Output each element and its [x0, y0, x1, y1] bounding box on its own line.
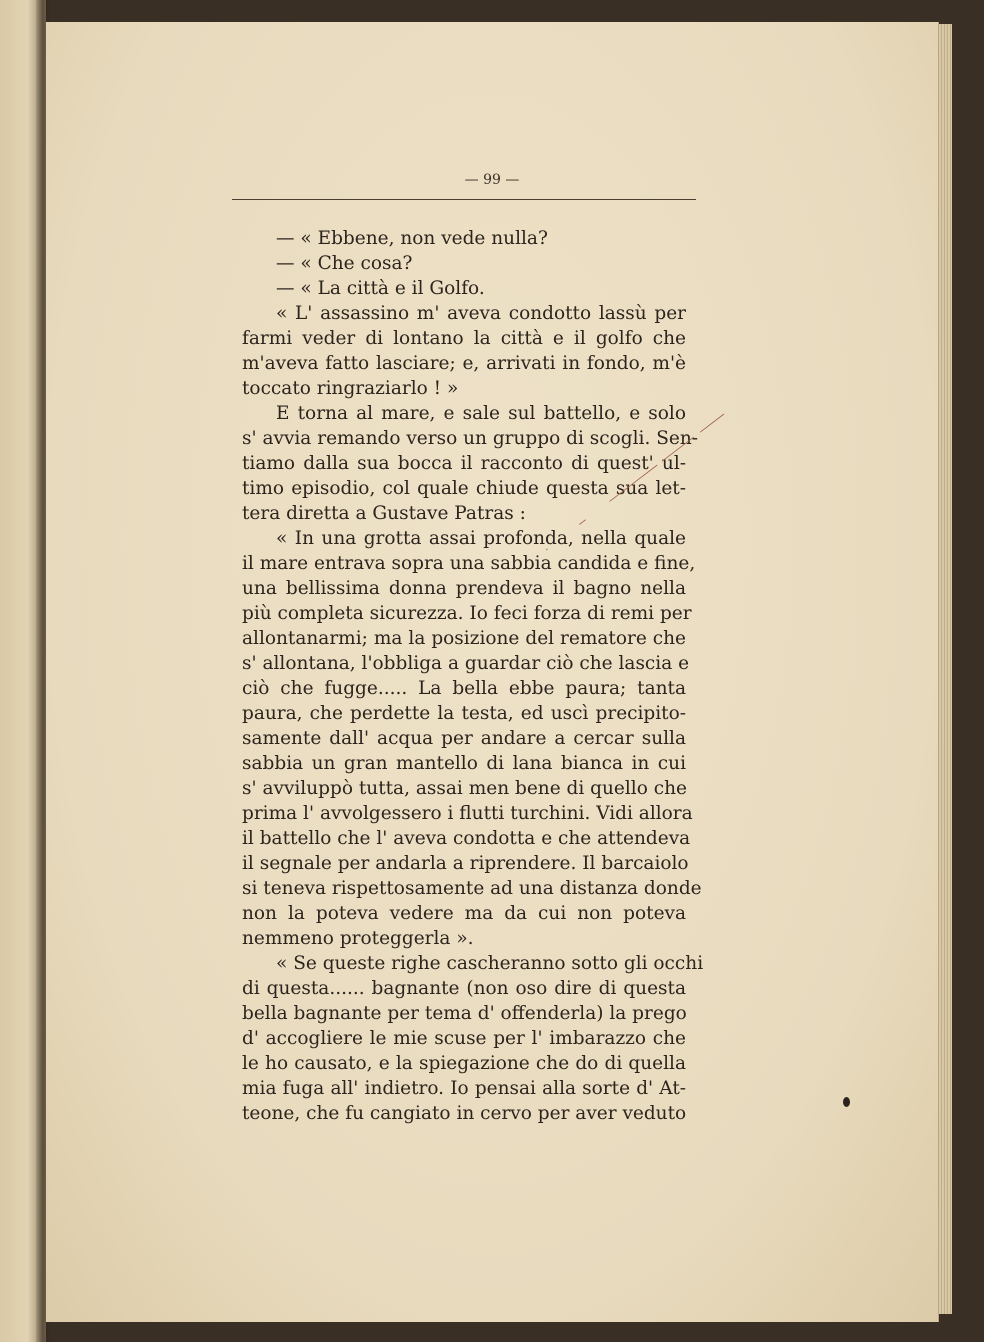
- text-line: si teneva rispettosamente ad una distanza donde: [242, 878, 702, 899]
- pencil-mark: [526, 412, 726, 552]
- text-line: il mare entrava sopra una sabbia candida e fine,: [242, 553, 696, 574]
- text-line: il segnale per andarla a riprendere. Il barcaiolo: [242, 853, 689, 874]
- text-line: paura, che perdette la testa, ed uscì precipito-: [242, 703, 686, 724]
- text-line: una bellissima donna prendeva il bagno nella: [242, 578, 686, 599]
- text-line: « L' assassino m' aveva condotto lassù per: [276, 303, 686, 324]
- book-page: [46, 22, 939, 1322]
- text-line: s' avviluppò tutta, assai men bene di quello che: [242, 778, 687, 799]
- text-line: farmi veder di lontano la città e il golfo che: [242, 328, 686, 349]
- header-rule: [232, 199, 696, 200]
- text-line: s' avvia remando verso un gruppo di scogli. Sen-: [242, 428, 698, 449]
- text-line: E torna al mare, e sale sul battello, e solo: [276, 403, 686, 424]
- text-line: nemmeno proteggerla ».: [242, 928, 474, 949]
- text-line: sabbia un gran mantello di lana bianca in cui: [242, 753, 686, 774]
- ink-spot: [843, 1097, 850, 1107]
- text-line: tera diretta a Gustave Patras :: [242, 503, 526, 524]
- text-line: il battello che l' aveva condotta e che attendeva: [242, 828, 691, 849]
- text-line: toccato ringraziarlo ! »: [242, 378, 459, 399]
- text-line: m'aveva fatto lasciare; e, arrivati in fondo, m'è: [242, 353, 686, 374]
- text-line: teone, che fu cangiato in cervo per aver veduto: [242, 1103, 687, 1124]
- text-line: ciò che fugge..... La bella ebbe paura; tanta: [242, 678, 686, 699]
- paragraph: [242, 301, 686, 401]
- text-line: « In una grotta assai profonda, nella quale: [276, 528, 686, 549]
- body-text: [242, 226, 704, 1126]
- text-line: mia fuga all' indietro. Io pensai alla sorte d' At-: [242, 1078, 686, 1099]
- text-line: più completa sicurezza. Io feci forza di remi per: [242, 603, 692, 624]
- text-line: — « Che cosa?: [276, 253, 413, 274]
- text-line: allontanarmi; ma la posizione del rematore che: [242, 628, 686, 649]
- text-line: s' allontana, l'obbliga a guardar ciò che lascia e: [242, 653, 690, 674]
- text-line: « Se queste righe cascheranno sotto gli occhi: [276, 953, 704, 974]
- text-line: di questa...... bagnante (non oso dire di questa: [242, 978, 686, 999]
- text-line: — « La città e il Golfo.: [276, 278, 485, 299]
- text-line: non la poteva vedere ma da cui non poteva: [242, 903, 686, 924]
- paragraph: [242, 951, 704, 1126]
- paragraph: [242, 526, 702, 951]
- text-line: prima l' avvolgessero i flutti turchini. Vidi allora: [242, 803, 693, 824]
- text-line: samente dall' acqua per andare a cercar sulla: [242, 728, 686, 749]
- text-line: — « Ebbene, non vede nulla?: [276, 228, 548, 249]
- text-line: bella bagnante per tema d' offenderla) la prego: [242, 1003, 687, 1024]
- text-line: d' accogliere le mie scuse per l' imbarazzo che: [242, 1028, 686, 1049]
- text-line: tiamo dalla sua bocca il racconto di quest' ul-: [242, 453, 686, 474]
- paragraph: [242, 226, 686, 251]
- text-line: timo episodio, col quale chiude questa sua let-: [242, 478, 686, 499]
- text-line: le ho causato, e la spiegazione che do di quella: [242, 1053, 686, 1074]
- paragraph: [242, 251, 686, 276]
- page-number: — 99 —: [464, 172, 520, 188]
- paragraph: [242, 276, 686, 301]
